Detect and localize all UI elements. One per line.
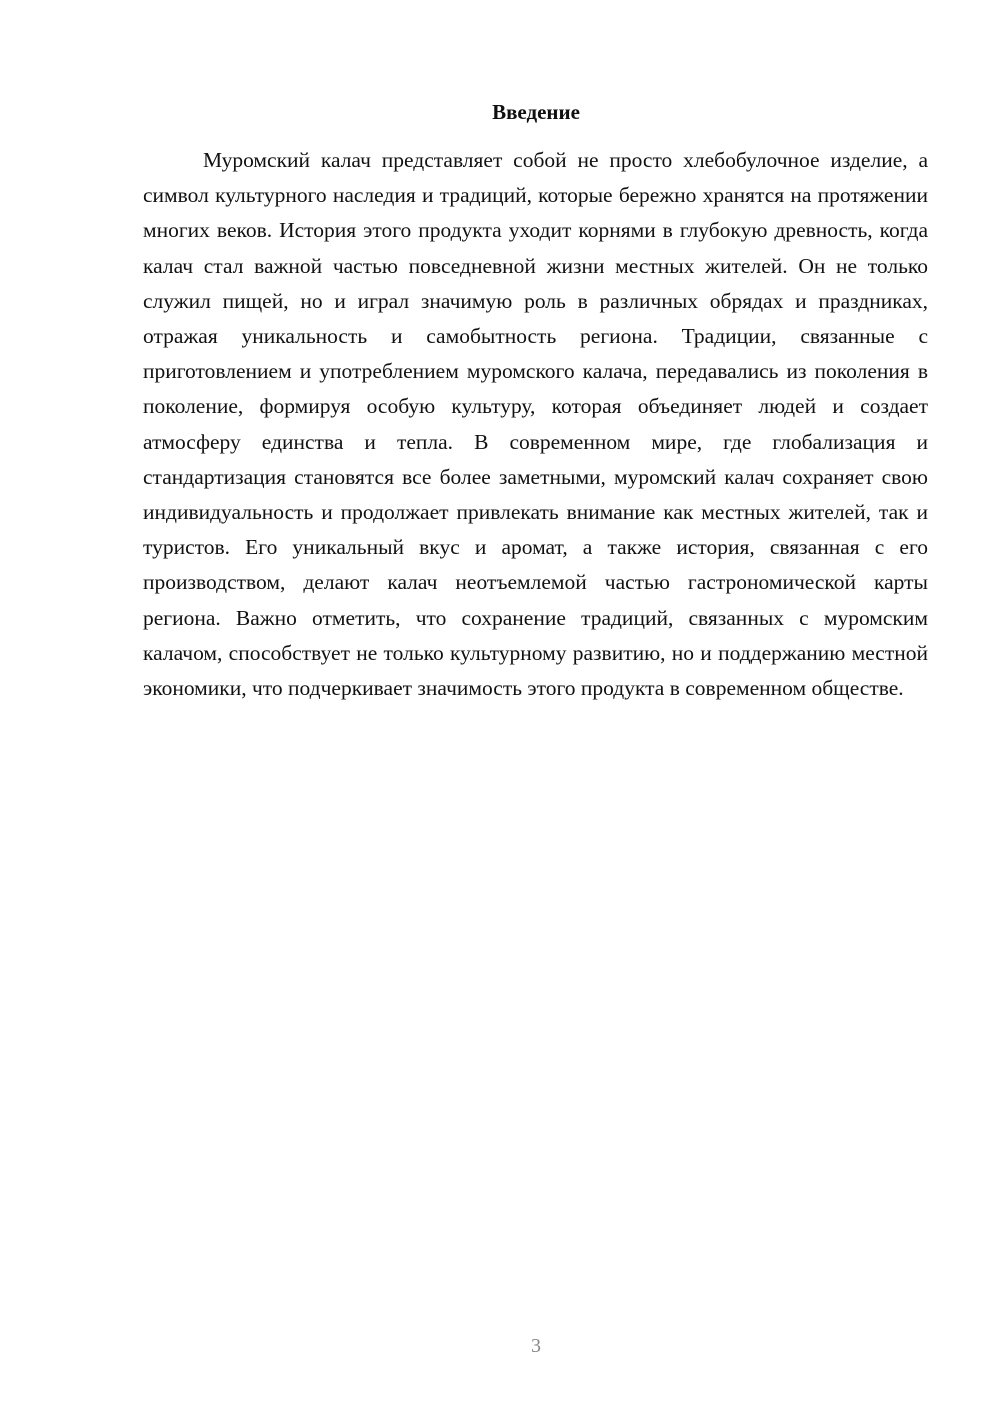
page-number: 3 (531, 1335, 541, 1357)
section-heading: Введение (492, 100, 580, 124)
intro-paragraph: Муромский калач представляет собой не просто хлебобулочное изделие, а символ культурного наследия и традиций, которые бережно хранятся на протяжении многих веков. История этого продукта уходит корнями в глубокую древность, когда калач стал важной частью повседневной жизни местных жителей. Он не только служил пищей, но и играл значимую роль в различных обрядах и праздниках, отражая уникальность и самобытность региона. Традиции, связанные с приготовлением и употреблением муромского калача, передавались из поколения в поколение, формируя особую культуру, которая объединяет людей и создает атмосферу единства и тепла. В современном мире, где глобализация и стандартизация становятся все более заметными, муромский калач сохраняет свою индивидуальность и продолжает привлекать внимание как местных жителей, так и туристов. Его уникальный вкус и аромат, а также история, связанная с его производством, делают калач неотъемлемой частью гастрономической карты региона. Важно отметить, что сохранение традиций, связанных с муромским калачом, способствует не только культурному развитию, но и поддержанию местной экономики, что подчеркивает значимость этого продукта в современном обществе. (143, 148, 928, 701)
